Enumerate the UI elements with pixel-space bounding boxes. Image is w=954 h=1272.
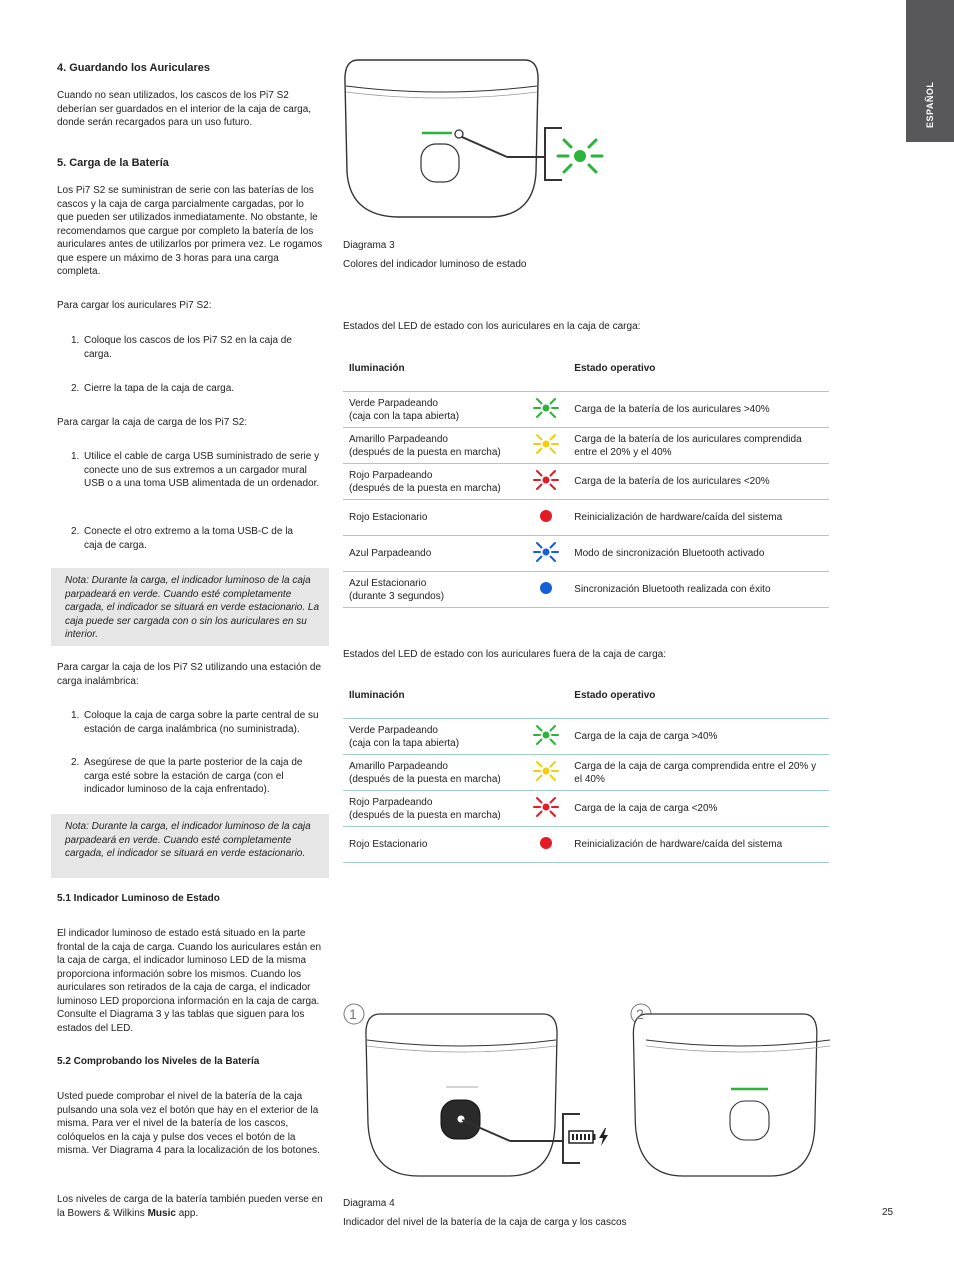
list-number: 1.: [71, 451, 80, 462]
lighting-label: Rojo Parpadeando: [349, 796, 433, 808]
list-number: 1.: [71, 710, 80, 721]
column-header-state: Estado operativo: [574, 689, 656, 701]
list-number: 2.: [71, 526, 80, 537]
list-number: 2.: [71, 757, 80, 768]
section-5-2-title: 5.2 Comprobando los Niveles de la Batería: [57, 1056, 260, 1067]
table-2-intro: Estados del LED de estado con los auriculares fuera de la caja de carga:: [343, 649, 666, 660]
step-2-number: 2: [636, 1006, 644, 1022]
note-text: Nota: Durante la carga, el indicador luminoso de la caja parpadeará en verde. Cuando esté completamente cargada, el indicador se situará en verde estacionario. La caja puede ser cargada con o sin los auriculares en su interior.: [65, 575, 320, 640]
wireless-intro: Para cargar la caja de los Pi7 S2 utilizando una estación de carga inalámbrica:: [57, 662, 322, 687]
table-1-intro: Estados del LED de estado con los auriculares en la caja de carga:: [343, 321, 641, 332]
lighting-label: Azul Parpadeando: [349, 548, 432, 559]
state-text: Sincronización Bluetooth realizada con éxito: [568, 572, 829, 608]
table-row: [343, 791, 829, 827]
wireless-step-2: Asegúrese de que la parte posterior de la caja de carga esté sobre la estación de carga (con el indicador luminoso de la caja enfrentado).: [84, 757, 303, 795]
table-row: [343, 719, 829, 755]
buds-step-2: Cierre la tapa de la caja de carga.: [84, 383, 235, 394]
case-step-2: Conecte el otro extremo a la toma USB-C de la caja de carga.: [84, 526, 293, 551]
diagram-4-caption: Indicador del nivel de la batería de la caja de carga y los cascos: [343, 1217, 627, 1228]
section-5-1-title: 5.1 Indicador Luminoso de Estado: [57, 893, 220, 904]
language-label: ESPAÑOL: [925, 81, 935, 128]
red-blink-icon: [533, 468, 559, 492]
state-text: Carga de la caja de carga <20%: [568, 791, 829, 827]
battery-icon: [569, 1131, 596, 1143]
column-header-state: Estado operativo: [574, 362, 656, 374]
note-charging-1: [51, 568, 329, 646]
section-4-text: Cuando no sean utilizados, los cascos de los Pi7 S2 deberían ser guardados en el interior de la caja de carga, donde serán recargados para un uso futuro.: [57, 90, 312, 128]
section-5-2-text: Usted puede comprobar el nivel de la batería de la caja pulsando una sola vez el botón que hay en el exterior de la misma. Para ver el nivel de la batería de los cascos, colóquelos en la caja y pulse dos veces el botón de la misma. Ver Diagrama 4 para la localización de los botones.: [57, 1091, 320, 1156]
yellow-blink-icon: [533, 759, 559, 783]
table-row: [343, 827, 829, 863]
lighting-label: Verde Parpadeando: [349, 724, 438, 736]
table-row: [343, 428, 829, 464]
green-blink-icon: [533, 396, 559, 420]
diagram-4-label: Diagrama 4: [343, 1198, 395, 1209]
green-blink-icon: [533, 723, 559, 747]
page-number: 25: [882, 1207, 894, 1218]
charge-case-intro: Para cargar la caja de carga de los Pi7 S2:: [57, 417, 248, 428]
red-solid-icon: [540, 510, 552, 522]
step-1-number: 1: [349, 1006, 357, 1022]
lighting-sublabel: (caja con la tapa abierta): [349, 737, 460, 749]
diagram-4-illustration: [340, 1000, 840, 1180]
state-text: Carga de la batería de los auriculares comprendida entre el 20% y el 40%: [568, 428, 829, 464]
app-text-b: app.: [175, 1207, 199, 1219]
green-blink-icon: [556, 133, 604, 179]
yellow-blink-icon: [533, 432, 559, 456]
state-text: Modo de sincronización Bluetooth activado: [568, 536, 829, 572]
app-name: Music: [147, 1207, 176, 1219]
section-4-title: 4. Guardando los Auriculares: [57, 62, 211, 74]
lighting-label: Amarillo Parpadeando: [349, 760, 448, 772]
lighting-sublabel: (después de la puesta en marcha): [349, 482, 501, 494]
column-header-lighting: Iluminación: [349, 689, 405, 701]
section-5-title: 5. Carga de la Batería: [57, 157, 169, 169]
led-table-in-case: [343, 345, 829, 608]
charging-bolt-icon: [599, 1128, 608, 1146]
lighting-sublabel: (caja con la tapa abierta): [349, 410, 460, 422]
lighting-label: Rojo Parpadeando: [349, 469, 433, 481]
column-header-lighting: Iluminación: [349, 362, 405, 374]
lighting-label: Rojo Estacionario: [349, 512, 428, 523]
table-row: [343, 536, 829, 572]
diagram-3-label: Diagrama 3: [343, 240, 395, 251]
section-5-1-text: El indicador luminoso de estado está situado en la parte frontal de la caja de carga. Cuando los auriculares están en la caja de carga, el indicador luminoso LED de la misma proporciona información sobre los mismos. Cuando los auriculares son retirados de la caja de carga, el indicador luminoso LED proporciona información en la caja de carga. Consulte el Diagrama 3 y las tablas que siguen para los estados del LED.: [57, 928, 322, 1034]
lighting-sublabel: (después de la puesta en marcha): [349, 773, 501, 785]
state-text: Carga de la batería de los auriculares <20%: [568, 464, 829, 500]
red-blink-icon: [533, 795, 559, 819]
lighting-sublabel: (después de la puesta en marcha): [349, 446, 501, 458]
state-text: Reinicialización de hardware/caída del sistema: [568, 500, 829, 536]
lighting-sublabel: (después de la puesta en marcha): [349, 809, 501, 821]
lighting-label: Verde Parpadeando: [349, 397, 438, 409]
table-row: [343, 392, 829, 428]
buds-step-1: Coloque los cascos de los Pi7 S2 en la caja de carga.: [84, 335, 292, 360]
table-row: [343, 755, 829, 791]
note-charging-2: [51, 814, 329, 878]
table-row: [343, 572, 829, 608]
lighting-label: Amarillo Parpadeando: [349, 433, 448, 445]
case-step-1: Utilice el cable de carga USB suministrado de serie y conecte uno de sus extremos a un cargador mural USB o a una toma USB alimentada de un ordenador.: [84, 451, 320, 489]
list-number: 2.: [71, 383, 80, 394]
diagram-3-caption: Colores del indicador luminoso de estado: [343, 259, 527, 270]
blue-blink-icon: [533, 540, 559, 564]
state-text: Carga de la caja de carga >40%: [568, 719, 829, 755]
lighting-label: Azul Estacionario: [349, 577, 427, 589]
lighting-label: Rojo Estacionario: [349, 839, 428, 850]
list-number: 1.: [71, 335, 80, 346]
state-text: Carga de la caja de carga comprendida entre el 20% y el 40%: [568, 755, 829, 791]
language-tab: [906, 0, 954, 142]
wireless-step-1: Coloque la caja de carga sobre la parte central de su estación de carga inalámbrica (no suministrada).: [84, 710, 319, 735]
section-5-text: Los Pi7 S2 se suministran de serie con las baterías de los cascos y la caja de carga parcialmente cargadas, por lo que pueden ser utilizados inmediatamente. No obstante, le recomendamos que cargue por completo la batería de los auriculares antes de utilizarlos por primera vez. Le rogamos que espere un máximo de 3 horas para una carga completa.: [57, 185, 323, 277]
table-row: [343, 500, 829, 536]
note-text: Nota: Durante la carga, el indicador luminoso de la caja parpadeará en verde. Cuando esté completamente cargada, el indicador se situará en verde estacionario.: [65, 821, 311, 859]
led-table-out-of-case: [343, 672, 829, 863]
state-text: Reinicialización de hardware/caída del sistema: [568, 827, 829, 863]
blue-solid-icon: [540, 582, 552, 594]
table-row: [343, 464, 829, 500]
app-text-a: Los niveles de carga de la batería también pueden verse en la Bowers & Wilkins: [57, 1194, 323, 1219]
lighting-sublabel: (durante 3 segundos): [349, 590, 445, 602]
app-text: [57, 1193, 323, 1220]
charge-buds-intro: Para cargar los auriculares Pi7 S2:: [57, 300, 212, 311]
state-text: Carga de la batería de los auriculares >40%: [568, 392, 829, 428]
red-solid-icon: [540, 837, 552, 849]
